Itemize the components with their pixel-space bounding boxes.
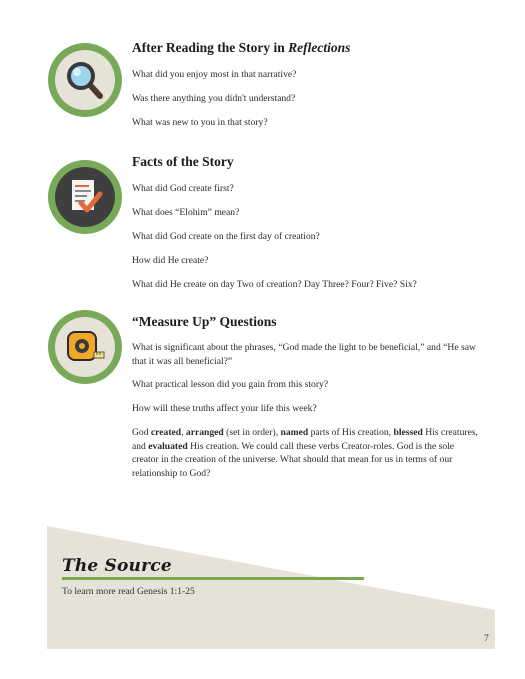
section-icon-badge (48, 43, 122, 117)
tape-measure-icon (55, 317, 115, 377)
question: What was new to you in that story? (132, 117, 268, 128)
question: How did He create? (132, 255, 209, 266)
question: What is significant about the phrases, “God made the light to be beneficial,” and “He saw that it was all beneficial?” (132, 342, 476, 367)
question: What did God create on the first day of creation? (132, 231, 320, 242)
question: What did God create first? (132, 183, 234, 194)
magnifier-icon (55, 50, 115, 110)
section-icon-badge (48, 310, 122, 384)
question: What does “Elohim” mean? (132, 207, 240, 218)
question: Was there anything you didn't understand? (132, 93, 296, 104)
section-icon-badge (48, 160, 122, 234)
section-heading: Facts of the Story (132, 154, 234, 169)
source-title: The Source (62, 556, 172, 576)
question: What practical lesson did you gain from this story? (132, 379, 329, 390)
page-number: 7 (484, 634, 489, 644)
document-check-icon (55, 167, 115, 227)
source-divider (62, 577, 364, 580)
question: What did He create on day Two of creation? Day Three? Four? Five? Six? (132, 279, 417, 290)
question: What did you enjoy most in that narrative? (132, 69, 297, 80)
section-heading: After Reading the Story in Reflections (132, 40, 351, 55)
source-reference: To learn more read Genesis 1:1-25 (62, 586, 195, 597)
section-heading: “Measure Up” Questions (132, 314, 277, 329)
creator-roles-paragraph: God created, arranged (set in order), named parts of His creation, blessed His creatures, and evaluated His creation. We could call these verbs Creator-roles. God is the sole creator in the creation of the universe. What should that mean for us in terms of our relationship to God? (132, 427, 478, 479)
question: How will these truths affect your life this week? (132, 403, 317, 414)
